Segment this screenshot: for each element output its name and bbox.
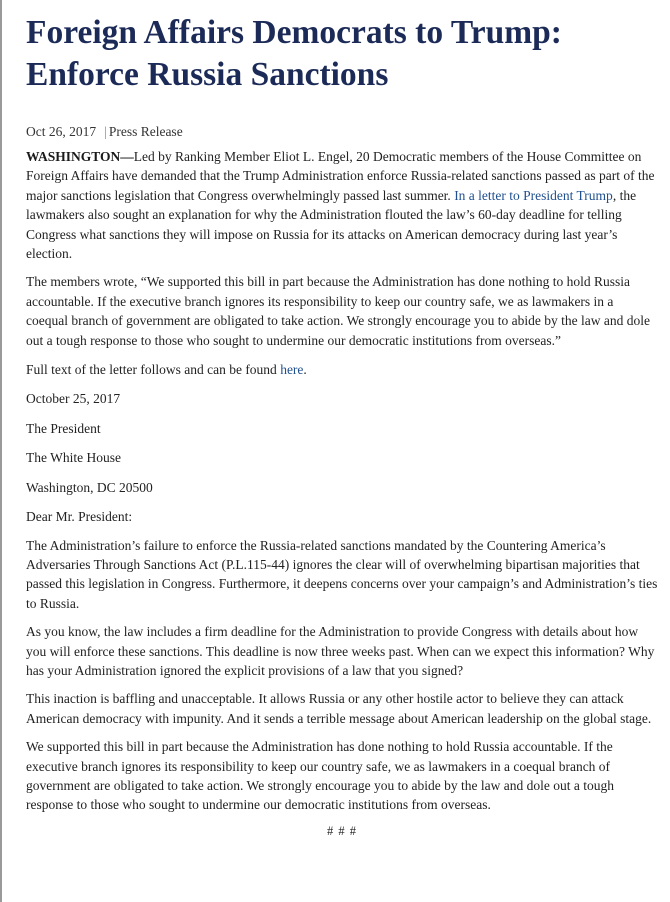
letter-paragraph: As you know, the law includes a firm deadline for the Administration to provide Congress with details about how you will enforce these sanctions. This deadline is now three weeks past. When can we expect this information? Why has your Administration ignored the explicit provisions of a law that you signed? [26,624,655,678]
page-title: Foreign Affairs Democrats to Trump: Enforce Russia Sanctions [26,14,562,93]
intro-paragraph [26,147,658,263]
letter-house: The White House [26,450,121,466]
letter-date: October 25, 2017 [26,391,121,407]
full-text-before: Full text of the letter follows and can be found [26,362,281,378]
full-text-after: . [303,362,307,378]
full-text-line [26,360,658,379]
article-meta [26,124,658,140]
press-release-page [26,0,658,841]
letter-salutation: Dear Mr. President: [26,509,133,525]
quote-paragraph: The members wrote, “We supported this bill in part because the Administration has done nothing to hold Russia accountable. If the executive branch ignores its responsibility to keep our country safe, we as lawmakers in a coequal branch of government are obligated to take action. We strongly encourage you to abide by the law and dole out a tough response to those who sought to undermine our democratic institutions from overseas.” [26,274,650,348]
letter-paragraph: This inaction is baffling and unacceptable. It allows Russia or any other hostile actor to believe they can attack American democracy with impunity. And it sends a terrible message about American leadership on the global stage. [26,691,652,726]
letter-paragraph: We supported this bill in part because the Administration has done nothing to hold Russia accountable. If the executive branch ignores its responsibility to keep our country safe, we as lawmakers in a coequal branch of government are obligated to take action. We strongly encourage you to abide by the law and dole out a tough response to those who sought to undermine our democratic institutions from overseas. [26,739,614,813]
left-border [0,0,2,902]
intro-text-2: , the lawmakers also sought an explanation for why the Administration flouted the law’s 60-day deadline for telling Congress what sanctions they will impose on Russia for its attacks on American democracy during last year’s election. [26,187,637,262]
end-mark: # # # [327,823,357,838]
publish-date: Oct 26, 2017 [26,124,97,139]
letter-paragraph: The Administration’s failure to enforce the Russia-related sanctions mandated by the Countering America’s Adversaries Through Sanctions Act (P.L.115-44) ignores the clear will of overwhelming bipartisan majorities that passed this legislation in Congress. Furthermore, it deepens concerns over your campaign’s and Administration’s ties to Russia. [26,537,658,611]
intro-text-1: Led by Ranking Member Eliot L. Engel, 20 Democratic members of the House Committee on Foreign Affairs have demanded that the Trump Administration enforce Russia-related sanctions passed as part of the major sanctions legislation that Congress overwhelmingly passed last summer. [26,149,655,203]
letter-city: Washington, DC 20500 [26,479,153,495]
letter-link[interactable]: In a letter to President Trump [454,187,613,203]
here-link[interactable]: here [280,362,304,378]
category-label: Press Release [108,124,183,139]
letter-addressee: The President [26,420,101,436]
dateline: WASHINGTON— [26,149,134,164]
meta-separator: | [104,124,107,139]
